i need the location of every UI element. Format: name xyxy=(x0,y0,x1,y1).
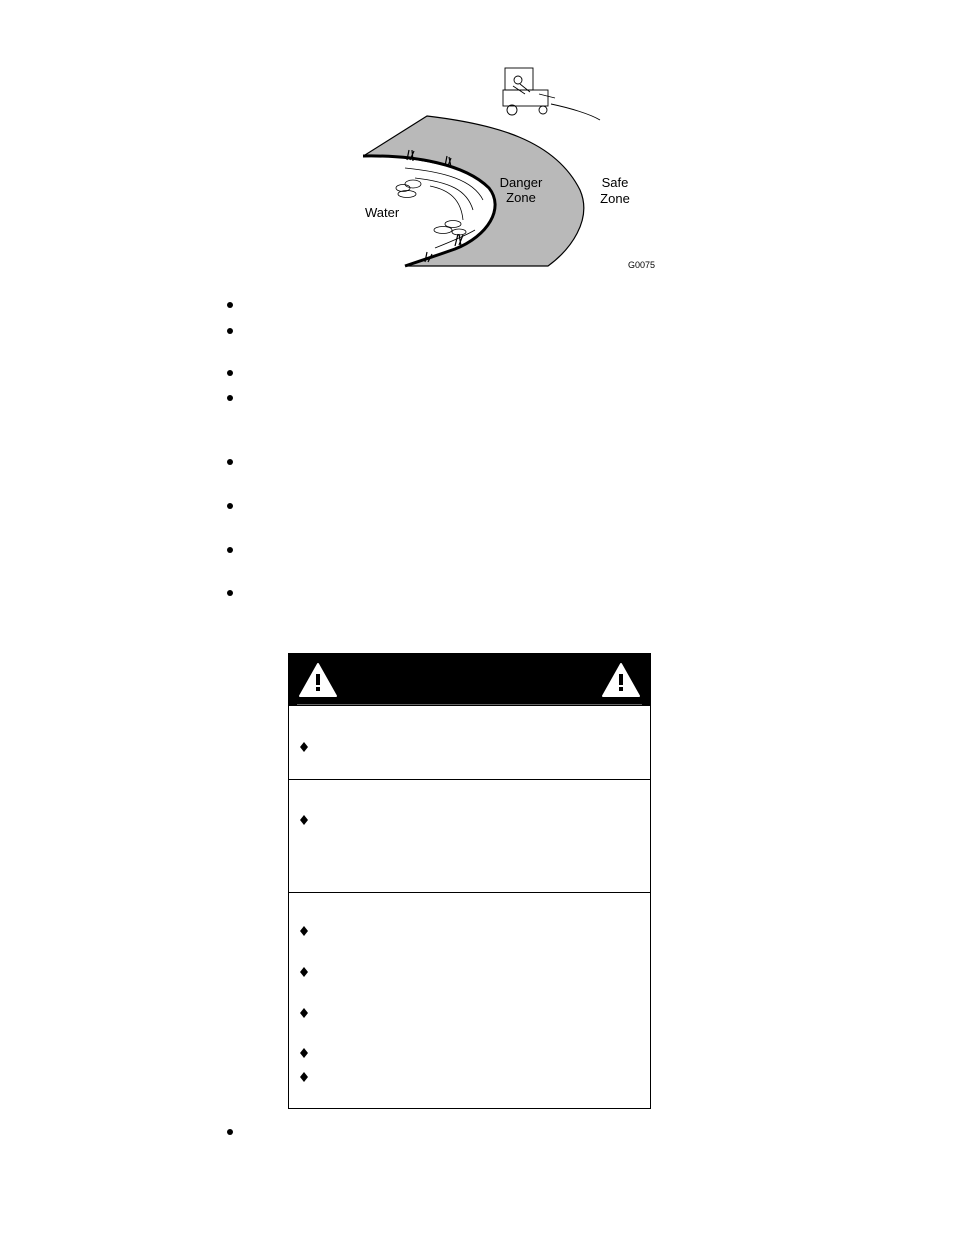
diamond-bullet xyxy=(300,1008,308,1018)
list-item-bullet xyxy=(226,369,234,377)
diamond-bullet xyxy=(300,967,308,977)
danger-zone-drawing xyxy=(355,60,665,275)
safe-zone-label-line1: Safe xyxy=(601,175,629,190)
list-item-bullet xyxy=(226,458,234,466)
section-divider xyxy=(289,892,650,893)
list-item-bullet xyxy=(226,1128,234,1136)
list-item-bullet xyxy=(226,546,234,554)
list-item-bullet xyxy=(226,589,234,597)
list-item-bullet xyxy=(226,301,234,309)
safety-alert-icon xyxy=(601,662,641,698)
list-item-bullet xyxy=(226,394,234,402)
header-rule xyxy=(297,704,642,705)
warning-box xyxy=(288,653,651,1109)
diamond-bullet xyxy=(300,742,308,752)
danger-zone-label-line2: Zone xyxy=(506,190,536,205)
section-divider xyxy=(289,779,650,780)
danger-zone-illustration xyxy=(355,60,665,275)
diamond-bullet xyxy=(300,1048,308,1058)
diamond-bullet xyxy=(300,815,308,825)
safety-alert-icon xyxy=(298,662,338,698)
warning-header xyxy=(289,654,650,706)
safe-zone-label-line2: Zone xyxy=(600,191,630,206)
figure-code: G0075 xyxy=(628,260,656,270)
diamond-bullet xyxy=(300,1072,308,1082)
water-label: Water xyxy=(365,205,400,220)
list-item-bullet xyxy=(226,327,234,335)
danger-zone-label-line1: Danger xyxy=(499,175,543,190)
diamond-bullet xyxy=(300,926,308,936)
list-item-bullet xyxy=(226,502,234,510)
mower-sketch xyxy=(503,68,600,120)
